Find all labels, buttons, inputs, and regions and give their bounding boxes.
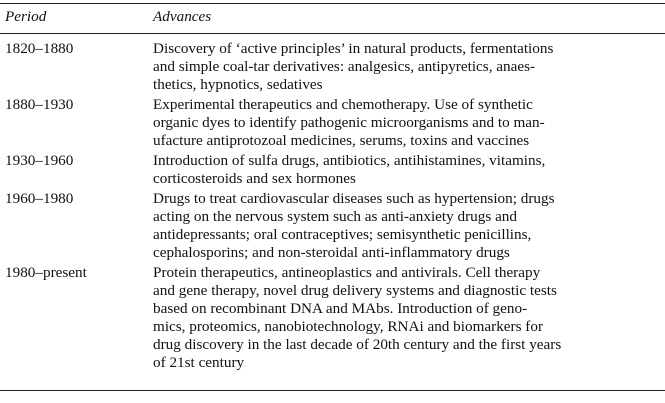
header-period: Period bbox=[5, 8, 47, 25]
row-5-advance-line-1: Protein therapeutics, antineoplastics and antivirals. Cell therapy bbox=[153, 264, 541, 281]
row-5-advance-line-4: mics, proteomics, nanobiotechnology, RNAi and biomarkers for bbox=[153, 318, 544, 335]
row-5-period: 1980–present bbox=[5, 264, 87, 281]
row-5-advance-line-2: and gene therapy, novel drug delivery systems and diagnostic tests bbox=[153, 282, 557, 299]
row-2-period: 1880–1930 bbox=[5, 96, 74, 113]
row-3-advance-line-1: Introduction of sulfa drugs, antibiotics, antihistamines, vitamins, bbox=[153, 152, 546, 169]
row-4-advance-line-1: Drugs to treat cardiovascular diseases such as hypertension; drugs bbox=[153, 190, 555, 207]
row-1-advance-line-2: and simple coal-tar derivatives: analgesics, antipyretics, anaes- bbox=[153, 58, 536, 75]
row-1-period: 1820–1880 bbox=[5, 40, 74, 57]
row-4-advance-line-4: cephalosporins; and non-steroidal anti-inflammatory drugs bbox=[153, 244, 510, 261]
row-1-advance-line-1: Discovery of ‘active principles’ in natural products, fermentations bbox=[153, 40, 554, 57]
row-5-advance-line-3: based on recombinant DNA and MAbs. Introduction of geno- bbox=[153, 300, 528, 317]
header-bottom-rule bbox=[0, 33, 665, 34]
row-3-period: 1930–1960 bbox=[5, 152, 74, 169]
row-5-advance-line-6: of 21st century bbox=[153, 354, 245, 371]
row-4-advance-line-3: antidepressants; oral contraceptives; semisynthetic penicillins, bbox=[153, 226, 532, 243]
row-1-advance-line-3: thetics, hypnotics, sedatives bbox=[153, 76, 323, 93]
table-bottom-rule bbox=[0, 390, 665, 391]
row-5-advance-line-5: drug discovery in the last decade of 20th century and the first years bbox=[153, 336, 562, 353]
row-3-advance-line-2: corticosteroids and sex hormones bbox=[153, 170, 356, 187]
row-4-advance-line-2: acting on the nervous system such as anti-anxiety drugs and bbox=[153, 208, 517, 225]
header-advances: Advances bbox=[153, 8, 212, 25]
table-top-rule bbox=[0, 3, 665, 4]
row-2-advance-line-1: Experimental therapeutics and chemotherapy. Use of synthetic bbox=[153, 96, 533, 113]
row-2-advance-line-2: organic dyes to identify pathogenic microorganisms and to man- bbox=[153, 114, 545, 131]
row-4-period: 1960–1980 bbox=[5, 190, 74, 207]
row-2-advance-line-3: ufacture antiprotozoal medicines, serums, toxins and vaccines bbox=[153, 132, 530, 149]
